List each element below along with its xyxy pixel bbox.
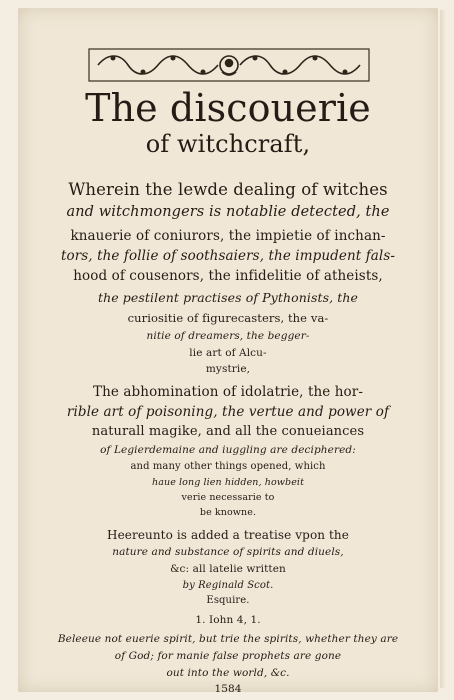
- text-line: rible art of poisoning, the vertue and power of: [66, 404, 390, 420]
- ornamental-headpiece-icon: [88, 48, 370, 82]
- author-line: by Reginald Scot.: [182, 580, 274, 591]
- text-line: of Legierdemaine and iuggling are deciphered:: [100, 444, 356, 456]
- text-line: be knowne.: [199, 507, 257, 518]
- text-line: nitie of dreamers, the begger-: [146, 330, 310, 342]
- text-line: tors, the follie of soothsaiers, the impudent fals-: [60, 248, 396, 264]
- page-subtitle: of witchcraft,: [145, 130, 311, 158]
- text-line: The abhomination of idolatrie, the hor-: [93, 384, 363, 400]
- publication-year: 1584: [214, 683, 242, 695]
- text-line: &c: all latelie written: [170, 563, 286, 575]
- text-line: naturall magike, and all the conueiances: [91, 424, 365, 439]
- text-line: lie art of Alcu-: [189, 347, 267, 359]
- text-line: curiositie of figurecasters, the va-: [127, 311, 329, 325]
- text-line: verie necessarie to: [181, 492, 275, 503]
- text-line: hood of cousenors, the infidelitie of atheists,: [73, 268, 383, 284]
- page-title: The discouerie: [85, 86, 371, 130]
- text-line: and many other things opened, which: [130, 461, 326, 472]
- text-line: knauerie of coniurors, the impietie of inchan-: [70, 228, 386, 244]
- scripture-quote: Beleeue not euerie spirit, but trie the spirits, whether they are: [57, 633, 399, 645]
- text-line: the pestilent practises of Pythonists, the: [97, 290, 359, 305]
- scripture-quote: of God; for manie false prophets are gone: [114, 650, 342, 662]
- text-line: nature and substance of spirits and diuels,: [112, 546, 344, 558]
- scripture-quote: out into the world, &c.: [166, 667, 290, 679]
- text-line: haue long lien hidden, howbeit: [152, 477, 304, 488]
- text-line: Heereunto is added a treatise vpon the: [107, 528, 349, 542]
- text-line: Wherein the lewde dealing of witches: [68, 180, 388, 199]
- text-line: mystrie,: [205, 363, 251, 375]
- page-edge: [440, 10, 446, 688]
- author-title: Esquire.: [206, 595, 250, 606]
- scripture-reference: 1. Iohn 4, 1.: [195, 614, 261, 626]
- text-line: and witchmongers is notablie detected, the: [66, 204, 390, 220]
